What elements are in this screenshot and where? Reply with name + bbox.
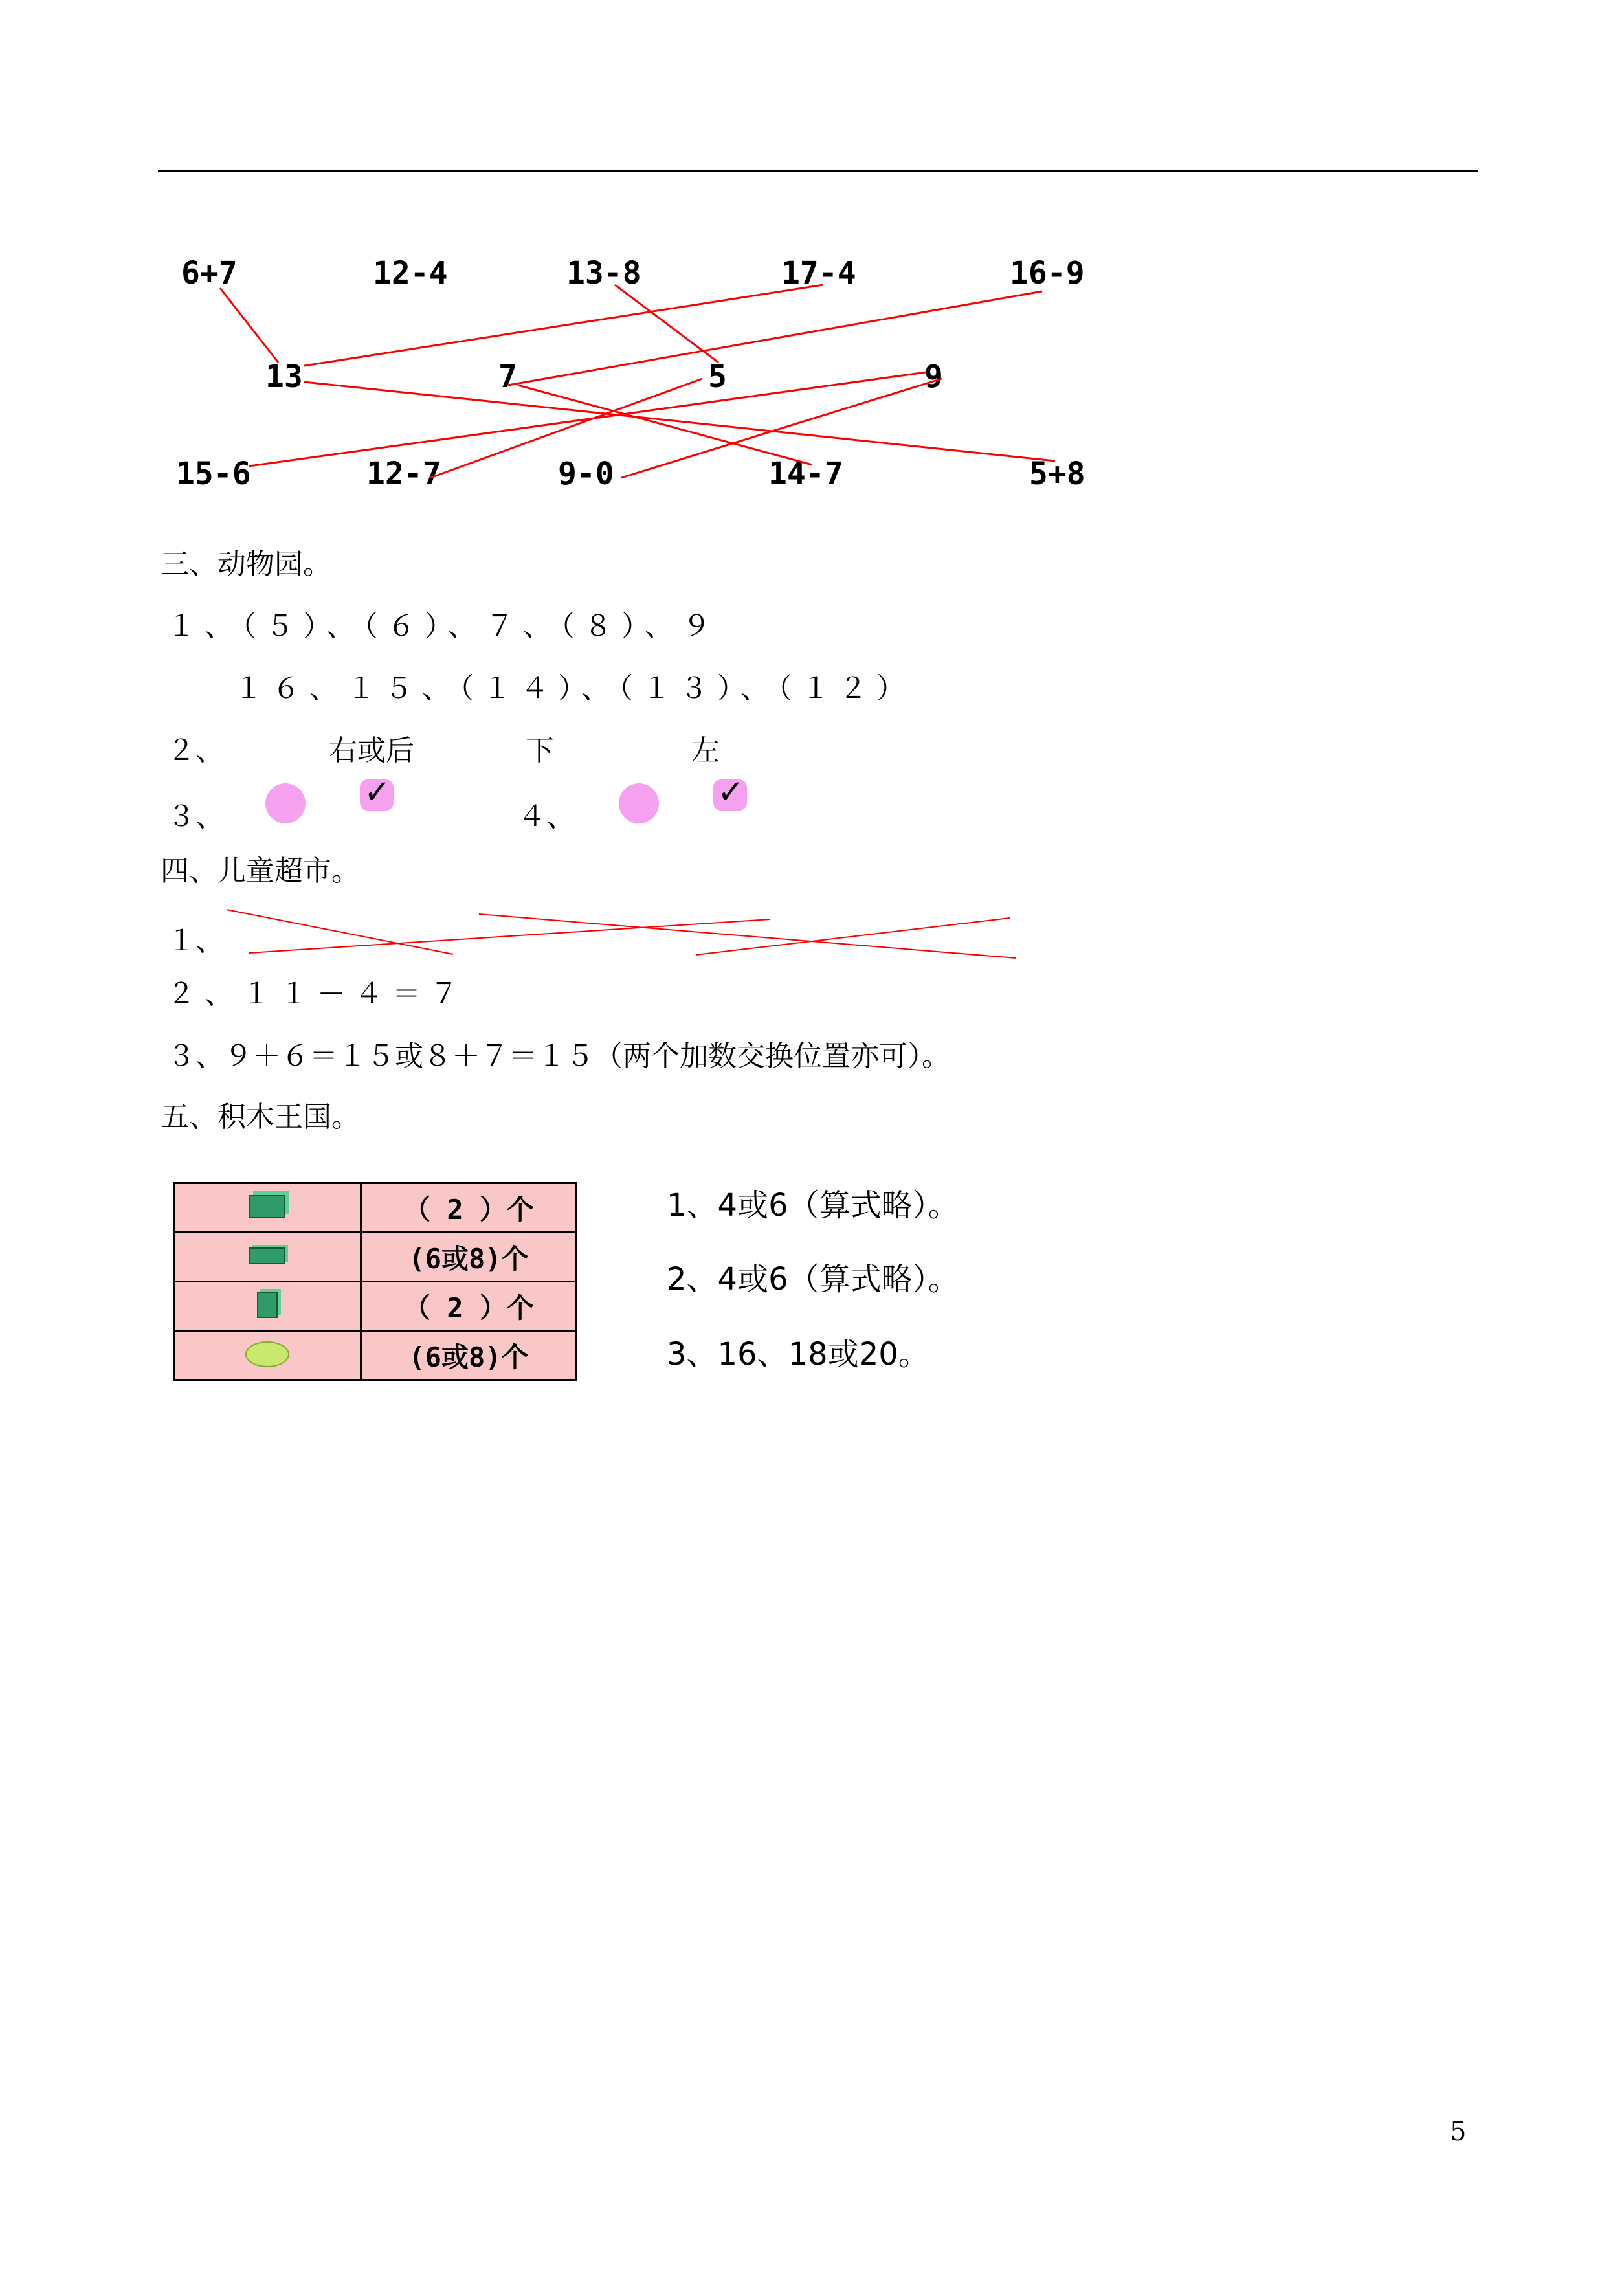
- q3-1-line-1: １、（５）、（６）、７、（８）、９: [167, 610, 720, 643]
- match-line: [518, 385, 812, 465]
- q5-answer-3: 3、16、18或20。: [667, 1336, 929, 1372]
- q5-answer-2: 2、4或6（算式略）。: [667, 1261, 959, 1297]
- q3-3-label: ３、: [167, 800, 224, 833]
- q3-4-label: ４、: [518, 800, 575, 833]
- section-3-title: 三、动物园。: [161, 548, 331, 581]
- count-cell: （ 2 ）个: [361, 1183, 577, 1233]
- section-5-title: 五、积木王国。: [161, 1101, 360, 1134]
- q3-1-line-2: １６、１５、（１４）、（１３）、（１２）: [234, 672, 914, 705]
- bottom-expr-4: 14-7: [768, 456, 843, 492]
- q5-answer-1: 1、4或6（算式略）。: [667, 1187, 959, 1224]
- table-row: [174, 1183, 577, 1233]
- table-row: [174, 1331, 577, 1380]
- middle-number-1: 13: [265, 359, 303, 395]
- shape-cell: [174, 1183, 361, 1233]
- q4-2-answer: ２、１１－４＝７: [167, 978, 467, 1011]
- q4-1-label: １、: [167, 924, 224, 957]
- match-line: [430, 379, 702, 478]
- check-mark-glyph: ✓: [364, 773, 391, 811]
- check-mark-icon: [360, 773, 394, 811]
- match-line: [304, 382, 1055, 461]
- pink-circle-marker: [265, 783, 306, 823]
- q3-2-answer-1: 右或后: [329, 734, 414, 767]
- bottom-expr-3: 9-0: [558, 456, 614, 492]
- cuboid-icon: [249, 1195, 285, 1218]
- block-count-table: [173, 1182, 577, 1381]
- top-expr-3: 13-8: [566, 255, 641, 291]
- count-cell: (6或8)个: [361, 1233, 577, 1282]
- cylinder-icon: [245, 1341, 289, 1367]
- table-row: [174, 1233, 577, 1282]
- q3-2-answer-2: 下: [526, 734, 554, 767]
- middle-number-4: 9: [924, 359, 943, 395]
- match-line: [621, 379, 942, 478]
- top-expr-4: 17-4: [781, 255, 856, 291]
- top-expr-1: 6+7: [181, 255, 238, 291]
- check-mark-icon: [713, 773, 747, 811]
- q3-2-label: ２、: [167, 734, 224, 767]
- page-number: 5: [1450, 2117, 1467, 2147]
- count-cell: (6或8)个: [361, 1331, 577, 1380]
- bottom-expr-1: 15-6: [176, 456, 251, 492]
- middle-number-3: 5: [708, 359, 727, 395]
- shape-cell: [174, 1331, 361, 1380]
- shape-cell: [174, 1233, 361, 1282]
- count-cell: （ 2 ）个: [361, 1282, 577, 1331]
- bottom-expr-5: 5+8: [1029, 456, 1085, 492]
- shape-cell: [174, 1282, 361, 1331]
- top-expr-2: 12-4: [373, 255, 448, 291]
- q3-2-answer-3: 左: [691, 734, 720, 767]
- flat-cuboid-icon: [249, 1247, 285, 1264]
- middle-number-2: 7: [498, 359, 517, 395]
- pink-circle-marker: [619, 783, 659, 823]
- match-line: [304, 285, 823, 366]
- bottom-expr-2: 12-7: [366, 456, 441, 492]
- q4-3-answer: ３、９＋６＝１５或８＋７＝１５（两个加数交换位置亦可）。: [167, 1040, 950, 1073]
- check-mark-glyph: ✓: [717, 773, 744, 811]
- match-line: [508, 291, 1042, 385]
- top-expr-5: 16-9: [1010, 255, 1085, 291]
- cube-icon: [257, 1292, 278, 1318]
- cross-line: [249, 919, 770, 953]
- cross-line: [696, 918, 1010, 955]
- table-row: [174, 1282, 577, 1331]
- section-4-title: 四、儿童超市。: [161, 855, 360, 888]
- match-line: [220, 288, 278, 363]
